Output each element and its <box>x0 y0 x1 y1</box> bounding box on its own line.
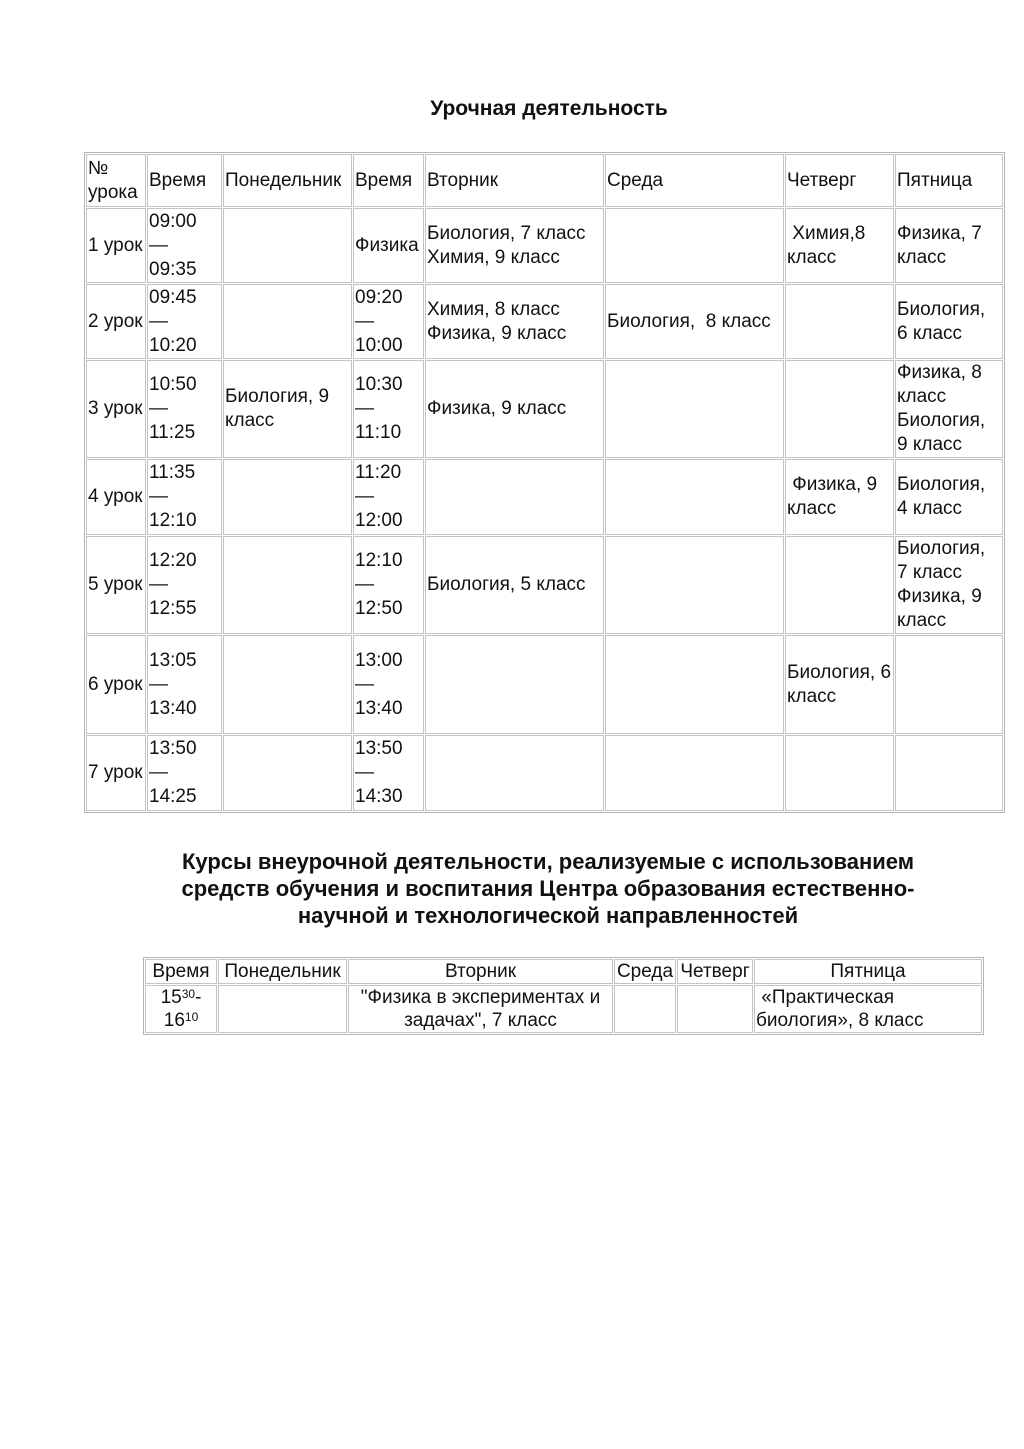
lesson-number-cell: 3 урок <box>86 360 146 458</box>
cell-line: 09:20 <box>355 286 403 308</box>
friday-cell <box>895 459 1003 535</box>
tuesday-cell <box>425 735 604 811</box>
monday-cell <box>223 536 352 634</box>
wednesday-cell <box>605 360 784 458</box>
friday-cell <box>895 360 1003 458</box>
tuesday-cell <box>425 536 604 634</box>
monday-cell <box>218 985 347 1033</box>
cell-line: Биология, 7 класс <box>897 538 991 583</box>
time-cell <box>147 735 222 811</box>
cell-line: Физика, 9 класс <box>787 474 883 519</box>
time-cell <box>147 208 222 283</box>
table-row <box>86 735 1003 811</box>
lesson-number-cell: 1 урок <box>86 208 146 283</box>
header-lesson-number: № урока <box>86 154 146 207</box>
header-friday: Пятница <box>754 959 982 984</box>
table-header-row <box>86 154 1003 207</box>
table-row <box>86 635 1003 734</box>
time-cell-2 <box>353 536 424 634</box>
friday-cell: «Практическая биология», 8 класс <box>754 985 982 1033</box>
monday-cell <box>223 459 352 535</box>
monday-cell <box>223 284 352 359</box>
cell-line: Биология, 9 класс <box>897 410 991 455</box>
header-tuesday: Вторник <box>425 154 604 207</box>
cell-line: Биология, 6 класс <box>787 661 897 707</box>
friday-cell <box>895 735 1003 811</box>
cell-line: 11:10 <box>355 422 402 443</box>
cell-line: 09:00 <box>149 210 197 232</box>
cell-line: 12:50 <box>355 598 403 619</box>
lesson-number-cell: 6 урок <box>86 635 146 734</box>
cell-line: 13:50 <box>149 738 197 759</box>
header-time: Время <box>145 959 217 984</box>
thursday-cell <box>785 284 894 359</box>
header-thursday: Четверг <box>677 959 753 984</box>
header-time: Время <box>147 154 222 207</box>
cell-line: Физика <box>355 234 419 256</box>
wednesday-cell <box>605 635 784 734</box>
cell-line: 10:50 <box>149 374 197 395</box>
header-monday: Понедельник <box>223 154 352 207</box>
time-cell <box>147 284 222 359</box>
tuesday-cell <box>425 360 604 458</box>
cell-line: Биология, 7 класс <box>427 222 586 244</box>
page-title-extracurricular: Курсы внеурочной деятельности, реализуемые с использованием средств обучения и воспитания Центра образования естественно-научной и технологической направленностей <box>181 849 915 928</box>
cell-line: Биология, 6 класс <box>897 298 991 344</box>
cell-line: Химия, 8 класс <box>427 298 560 320</box>
cell-line: Химия, 9 класс <box>427 246 560 268</box>
time-cell <box>147 635 222 734</box>
cell-line: — <box>149 310 168 332</box>
cell-line: 13:40 <box>355 697 403 719</box>
wednesday-cell <box>614 985 676 1033</box>
cell-line: — <box>355 310 374 332</box>
thursday-cell <box>785 360 894 458</box>
cell-line: 10:20 <box>149 334 197 356</box>
cell-line: 13:05 <box>149 649 197 671</box>
header-time-2: Время <box>353 154 424 207</box>
monday-cell <box>223 208 352 283</box>
tuesday-cell <box>425 459 604 535</box>
wednesday-cell <box>605 536 784 634</box>
wednesday-cell <box>605 284 784 359</box>
lesson-schedule-table <box>84 152 1005 813</box>
table-row <box>86 536 1003 634</box>
cell-line: Физика, 9 класс <box>427 398 567 419</box>
thursday-cell <box>785 536 894 634</box>
cell-line: 09:35 <box>149 258 197 280</box>
time-cell-2 <box>353 284 424 359</box>
cell-line: Биология, 5 класс <box>427 574 586 595</box>
time-cell <box>147 536 222 634</box>
cell-line: Физика, 9 класс <box>897 586 988 631</box>
cell-line: Биология, 8 класс <box>607 310 771 332</box>
table-header-row <box>145 959 982 984</box>
cell-line: 14:30 <box>355 786 403 807</box>
tuesday-cell <box>425 635 604 734</box>
time-cell-2 <box>353 735 424 811</box>
tuesday-cell: "Физика в экспериментах и задачах", 7 класс <box>348 985 613 1033</box>
time-cell-2 <box>353 208 424 283</box>
tuesday-cell <box>425 208 604 283</box>
monday-cell <box>223 360 352 458</box>
cell-line: 11:25 <box>149 422 196 443</box>
cell-line: 12:10 <box>355 550 403 571</box>
thursday-cell <box>785 635 897 734</box>
cell-line: 09:45 <box>149 286 197 308</box>
wednesday-cell <box>605 735 784 811</box>
time-cell-2 <box>353 459 424 535</box>
header-wednesday: Среда <box>614 959 676 984</box>
cell-line: Биология, 9 класс <box>225 386 335 431</box>
table-row <box>86 208 1003 283</box>
table-row <box>86 459 1003 535</box>
cell-line: 11:35 <box>149 462 196 483</box>
extracurricular-table <box>143 957 984 1035</box>
cell-line: 10:30 <box>355 374 403 395</box>
cell-line: 10:00 <box>355 334 403 356</box>
lesson-number-cell: 4 урок <box>86 459 146 535</box>
time-cell-2 <box>353 635 424 734</box>
cell-line: — <box>355 574 374 595</box>
cell-line: Физика, 7 класс <box>897 222 988 268</box>
cell-line: — <box>355 486 374 507</box>
cell-line: — <box>149 234 168 256</box>
cell-line: — <box>149 762 168 783</box>
cell-line: 12:00 <box>355 510 403 531</box>
lesson-number-cell: 2 урок <box>86 284 146 359</box>
header-monday: Понедельник <box>218 959 347 984</box>
lesson-number-cell: 5 урок <box>86 536 146 634</box>
cell-line: 14:25 <box>149 786 197 807</box>
friday-cell <box>895 208 1003 283</box>
cell-line: Химия,8 класс <box>787 222 871 268</box>
cell-line: — <box>149 673 168 695</box>
thursday-cell <box>785 208 894 283</box>
wednesday-cell <box>605 459 784 535</box>
cell-line: Биология, 4 класс <box>897 474 991 519</box>
thursday-cell <box>785 459 894 535</box>
cell-line: — <box>149 486 168 507</box>
table-row <box>86 284 1003 359</box>
time-cell <box>147 360 222 458</box>
friday-cell <box>895 635 1003 734</box>
time-cell-2 <box>353 360 424 458</box>
cell-line: 13:40 <box>149 697 197 719</box>
cell-line: 11:20 <box>355 462 402 483</box>
time-cell: $15^{30}-$ $16^{10}$ <box>145 985 217 1033</box>
cell-line: Физика, 8 класс <box>897 362 988 407</box>
header-tuesday: Вторник <box>348 959 613 984</box>
monday-cell <box>223 635 352 734</box>
thursday-cell <box>785 735 894 811</box>
lesson-number-cell: 7 урок <box>86 735 146 811</box>
friday-cell <box>895 536 1003 634</box>
cell-line: 12:20 <box>149 550 197 571</box>
friday-cell <box>895 284 1003 359</box>
cell-line: — <box>149 574 168 595</box>
table-row <box>145 985 982 1033</box>
tuesday-cell <box>425 284 604 359</box>
table-row <box>86 360 1003 458</box>
cell-line: Физика, 9 класс <box>427 322 567 344</box>
cell-line: — <box>355 398 374 419</box>
cell-line: — <box>355 673 374 695</box>
wednesday-cell <box>605 208 784 283</box>
header-thursday: Четверг <box>785 154 894 207</box>
thursday-cell <box>677 985 753 1033</box>
cell-line: 13:00 <box>355 649 403 671</box>
time-cell <box>147 459 222 535</box>
cell-line: 13:50 <box>355 738 403 759</box>
cell-line: 12:10 <box>149 510 197 531</box>
cell-line: — <box>355 762 374 783</box>
monday-cell <box>223 735 352 811</box>
cell-line: — <box>149 398 168 419</box>
page-title-lessons: Урочная деятельность <box>430 97 668 120</box>
header-wednesday: Среда <box>605 154 784 207</box>
header-friday: Пятница <box>895 154 1003 207</box>
cell-line: 12:55 <box>149 598 197 619</box>
